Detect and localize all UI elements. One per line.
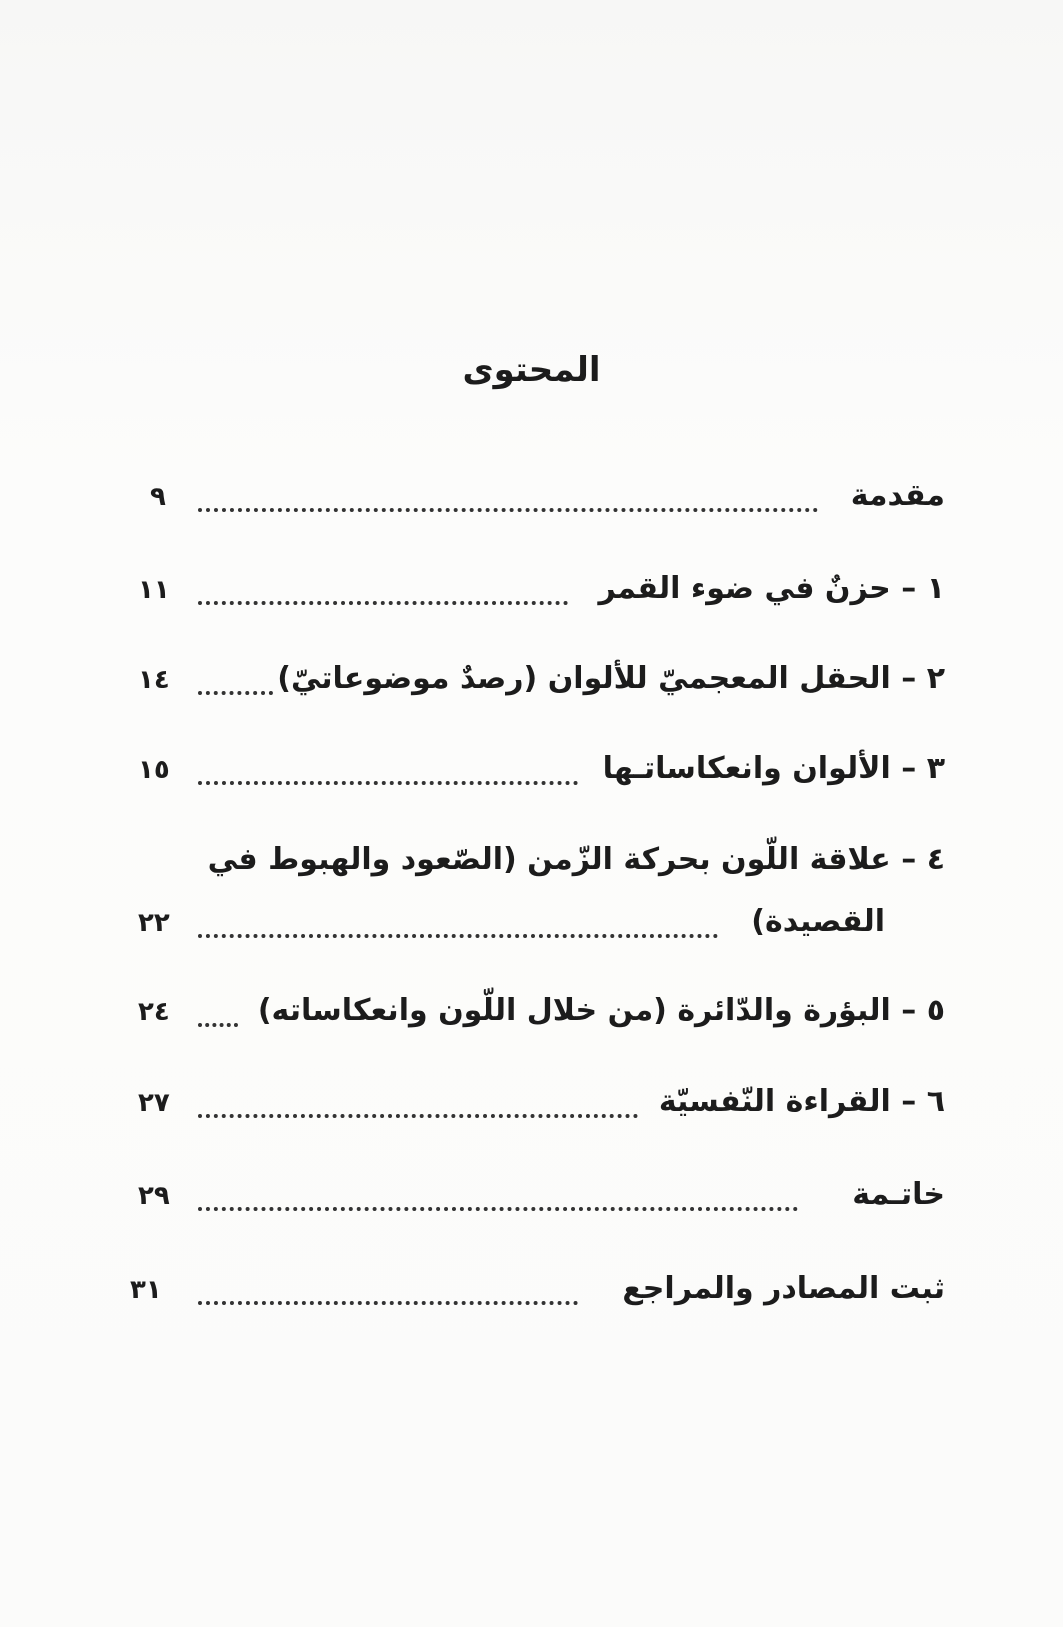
dotted-leader	[198, 930, 718, 938]
toc-page-number: ٣١	[130, 1275, 162, 1305]
toc-entry-6	[130, 1084, 945, 1144]
toc-page-number: ٢٢	[138, 908, 170, 938]
toc-page-number: ١٥	[138, 755, 170, 785]
toc-page-number: ٢٧	[138, 1088, 170, 1118]
toc-entry-5	[130, 993, 945, 1053]
toc-entry-title: ٦ – القراءة النّفسيّة	[658, 1084, 945, 1119]
toc-entry-4	[130, 842, 945, 962]
toc-page-number: ٩	[150, 482, 166, 512]
toc-page-number: ١٤	[138, 665, 170, 695]
dotted-leader	[198, 597, 568, 605]
page-title: المحتوى	[462, 350, 601, 390]
dotted-leader	[198, 687, 273, 695]
dotted-leader	[198, 504, 818, 512]
toc-entry-2	[130, 661, 945, 721]
toc-entry-title: ٥ – البؤرة والدّائرة (من خلال اللّون وانعكاساته)	[257, 993, 945, 1028]
toc-page-number: ٢٩	[138, 1181, 170, 1211]
dotted-leader	[198, 1297, 578, 1305]
toc-entry-title: ٢ – الحقل المعجميّ للألوان (رصدٌ موضوعاتيّ)	[277, 661, 945, 696]
toc-entry-3	[130, 751, 945, 811]
toc-entry-title: ٤ – علاقة اللّون بحركة الزّمن (الصّعود والهبوط في	[207, 842, 945, 877]
toc-entry-title: ١ – حزنٌ في ضوء القمر	[598, 571, 945, 606]
toc-entry-title-line2: القصيدة)	[751, 904, 885, 939]
toc-entry-title: ثبت المصادر والمراجع	[622, 1271, 945, 1306]
toc-entry-title: ٣ – الألوان وانعكاساتـها	[602, 751, 945, 786]
toc-entry-title: خاتـمة	[852, 1177, 945, 1212]
dotted-leader	[198, 777, 578, 785]
toc-entry-references	[130, 1271, 945, 1331]
toc-page-number: ٢٤	[138, 997, 170, 1027]
toc-entry-1	[130, 571, 945, 631]
toc-entry-introduction	[130, 478, 945, 538]
toc-entry-title: مقدمة	[850, 478, 945, 513]
dotted-leader	[198, 1203, 798, 1211]
dotted-leader	[198, 1110, 638, 1118]
dotted-leader	[198, 1019, 238, 1027]
toc-entry-conclusion	[130, 1177, 945, 1237]
toc-page-number: ١١	[138, 575, 170, 605]
